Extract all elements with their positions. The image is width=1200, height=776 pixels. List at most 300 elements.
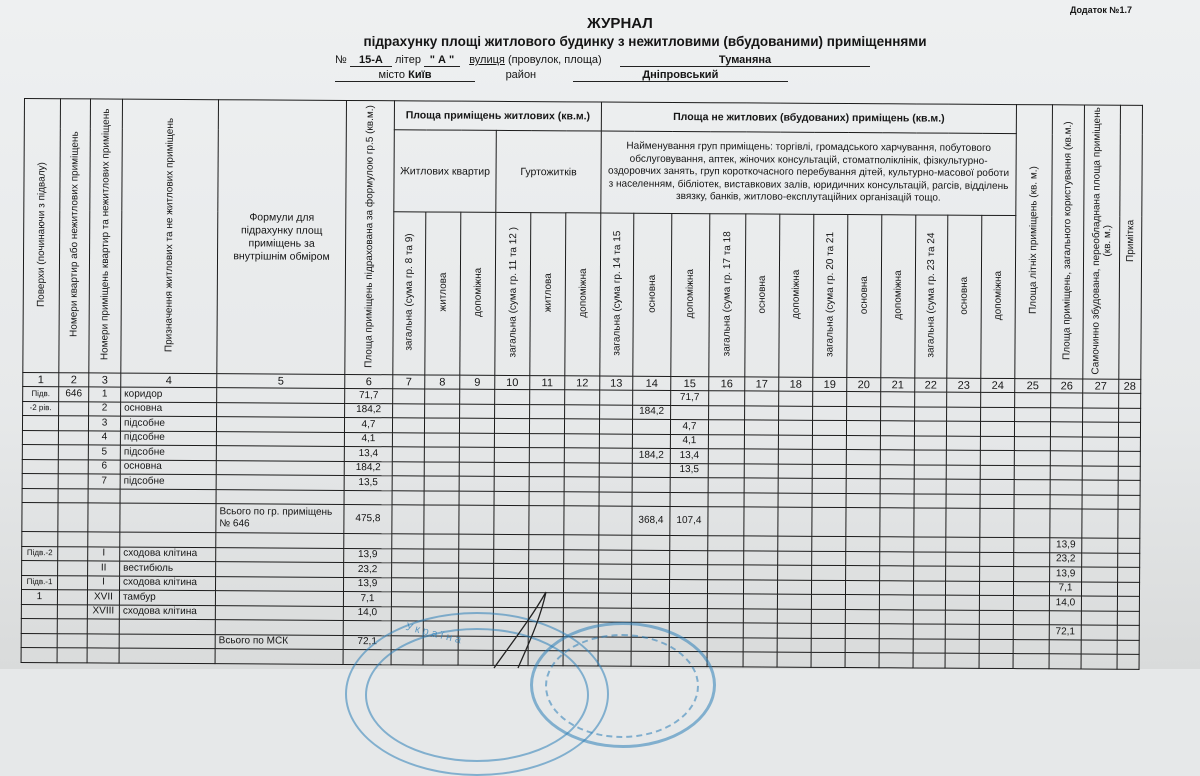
column-number: 20 (847, 378, 881, 392)
cell-col-20 (846, 551, 880, 566)
cell-col-16 (707, 623, 743, 638)
cell-col-19 (811, 594, 845, 609)
cell-col-24 (979, 610, 1013, 625)
cell-col-27 (1082, 538, 1118, 553)
cell-col-11 (529, 433, 564, 448)
cell-col-15: 4,7 (670, 419, 708, 434)
cell-col-14 (632, 492, 670, 507)
cell-col-11 (529, 564, 564, 579)
column-number: 19 (813, 377, 847, 391)
cell-col-18 (779, 406, 813, 421)
cell-col-6: 4,1 (344, 432, 392, 447)
column-number: 8 (425, 375, 460, 389)
cell-col-27 (1082, 480, 1118, 495)
cell-col-4: вестибюль (120, 561, 216, 576)
col-header-7: загальна (сума гр. 8 та 9) (393, 212, 426, 375)
cell-col-24 (979, 653, 1013, 668)
city-field (335, 69, 475, 82)
cell-col-20 (845, 609, 879, 624)
cell-col-2 (58, 488, 88, 503)
cell-col-18 (777, 594, 811, 609)
document-title: ЖУРНАЛ (587, 15, 653, 32)
cell-col-3 (88, 532, 120, 547)
cell-col-8 (424, 447, 459, 462)
cell-col-14 (631, 579, 669, 594)
appendix-label: Додаток №1.7 (1070, 5, 1132, 15)
cell-col-22 (913, 624, 945, 639)
cell-col-7 (392, 534, 424, 549)
cell-col-4: коридор (121, 387, 217, 402)
cell-col-23 (946, 421, 980, 436)
cell-col-19 (811, 638, 845, 653)
col-header-floors: Поверхи (починаючи з підвалу) (23, 99, 61, 373)
cell-col-1: Підв.-1 (21, 575, 57, 590)
cell-col-11 (529, 535, 564, 550)
cell-col-4: підсобне (120, 445, 216, 460)
cell-col-21 (879, 580, 913, 595)
cell-col-10 (494, 476, 529, 491)
cell-col-25 (1013, 610, 1049, 625)
cell-col-14 (631, 608, 669, 623)
cell-col-15 (670, 535, 708, 550)
cell-col-28 (1118, 480, 1140, 495)
cell-col-20 (847, 406, 881, 421)
cell-col-21 (880, 508, 914, 537)
cell-col-8 (424, 432, 459, 447)
cell-col-2 (58, 430, 88, 445)
cell-col-1 (22, 560, 58, 575)
cell-col-1 (22, 444, 58, 459)
column-number: 2 (59, 373, 89, 387)
cell-col-27 (1081, 581, 1117, 596)
cell-col-13 (600, 405, 633, 420)
cell-col-14 (632, 463, 670, 478)
cell-col-26 (1050, 451, 1082, 466)
col-header-8: житлова (425, 212, 461, 375)
column-number: 15 (671, 376, 709, 390)
district-value: Дніпровський (573, 69, 788, 82)
cell-col-7 (393, 389, 425, 404)
cell-col-23 (946, 537, 980, 552)
cell-col-28 (1119, 408, 1141, 423)
cell-col-18 (777, 638, 811, 653)
cell-col-28 (1118, 495, 1140, 510)
cell-col-15 (669, 637, 707, 652)
cell-col-6: 184,2 (344, 461, 392, 476)
column-number: 5 (217, 374, 345, 389)
cell-col-1 (21, 647, 57, 662)
cell-col-11 (529, 419, 564, 434)
cell-col-24 (980, 552, 1014, 567)
column-number: 22 (915, 378, 947, 392)
cell-col-10 (494, 549, 529, 564)
cell-col-27 (1082, 567, 1118, 582)
cell-col-5 (216, 533, 344, 548)
cell-col-17 (745, 391, 779, 406)
cell-col-12 (564, 477, 599, 492)
cell-col-8 (424, 563, 459, 578)
cell-col-5: Всього по МСК (215, 634, 343, 649)
cell-col-24 (980, 436, 1014, 451)
cell-col-27 (1082, 436, 1118, 451)
column-number: 26 (1051, 379, 1083, 393)
cell-col-5 (216, 431, 344, 446)
cell-col-9 (459, 476, 494, 491)
subgroup-dormitories: Гуртожитків (496, 131, 601, 214)
cell-col-16 (708, 536, 744, 551)
cell-col-10 (494, 505, 529, 534)
cell-col-11 (529, 491, 564, 506)
cell-col-20 (846, 493, 880, 508)
cell-col-27 (1081, 596, 1117, 611)
cell-col-13 (599, 564, 632, 579)
column-number: 9 (460, 375, 495, 389)
cell-col-22 (914, 464, 946, 479)
cell-col-3: 5 (88, 445, 120, 460)
cell-col-18 (778, 536, 812, 551)
cell-col-12 (564, 448, 599, 463)
cell-col-7 (391, 577, 423, 592)
cell-col-27 (1083, 407, 1119, 422)
cell-col-7 (392, 490, 424, 505)
cell-col-8 (423, 592, 458, 607)
col-header-room-numbers: Номери приміщень квартир та нежитлових приміщень (89, 99, 123, 373)
cell-col-16 (708, 478, 744, 493)
cell-col-4: сходова клітина (119, 576, 215, 591)
cell-col-24 (979, 581, 1013, 596)
cell-col-25 (1013, 625, 1049, 640)
cell-col-23 (945, 610, 979, 625)
cell-col-12 (565, 404, 600, 419)
city-label: місто (378, 69, 406, 81)
cell-col-4: підсобне (120, 474, 216, 489)
cell-col-25 (1014, 552, 1050, 567)
cell-col-10 (494, 491, 529, 506)
cell-col-10 (494, 534, 529, 549)
cell-col-5 (216, 547, 344, 562)
cell-col-27 (1081, 654, 1117, 669)
cell-col-13 (599, 506, 632, 535)
cell-col-4 (120, 503, 216, 533)
col-header-18: допоміжна (779, 214, 814, 377)
cell-col-3: 3 (88, 416, 120, 431)
cell-col-22 (914, 435, 946, 450)
cell-col-22 (914, 493, 946, 508)
cell-col-1 (22, 488, 58, 503)
cell-col-24 (981, 407, 1015, 422)
cell-col-11 (529, 477, 564, 492)
cell-col-12 (563, 636, 598, 651)
cell-col-16 (707, 594, 743, 609)
cell-col-13 (599, 419, 632, 434)
cell-col-8 (423, 577, 458, 592)
column-number: 13 (600, 376, 633, 390)
cell-col-20 (847, 392, 881, 407)
cell-col-14: 184,2 (633, 405, 671, 420)
cell-col-24 (980, 450, 1014, 465)
cell-col-6: 13,9 (343, 577, 391, 592)
cell-col-6: 13,5 (344, 475, 392, 490)
city-value: Київ (408, 69, 432, 81)
cell-col-2: 646 (59, 387, 89, 402)
cell-col-19 (811, 609, 845, 624)
cell-col-22 (915, 392, 947, 407)
cell-col-1 (22, 531, 58, 546)
cell-col-18 (777, 609, 811, 624)
cell-col-26 (1049, 654, 1081, 669)
group-header-residential: Площа приміщень житлових (кв.м.) (394, 101, 601, 131)
cell-col-21 (880, 435, 914, 450)
cell-col-5 (216, 489, 344, 504)
cell-col-27 (1081, 625, 1117, 640)
cell-col-2 (58, 561, 88, 576)
signature-stroke (490, 590, 550, 669)
cell-col-26: 72,1 (1049, 625, 1081, 640)
stamp-text: Україна (404, 620, 466, 648)
cell-col-4 (120, 532, 216, 547)
cell-col-19 (812, 464, 846, 479)
cell-col-20 (845, 580, 879, 595)
column-number: 25 (1015, 379, 1051, 393)
cell-col-5 (215, 649, 343, 664)
cell-col-3 (87, 633, 119, 648)
cell-col-15 (670, 564, 708, 579)
column-number: 10 (495, 375, 530, 389)
cell-col-12 (563, 651, 598, 666)
cell-col-5 (216, 460, 344, 475)
cell-col-17 (744, 550, 778, 565)
cell-col-15 (670, 492, 708, 507)
cell-col-17 (743, 623, 777, 638)
street-value: Туманяна (620, 54, 870, 67)
col-header-formulas: Формули для підрахунку площ приміщень за внутрішнім обміром (217, 100, 347, 375)
cell-col-14 (632, 550, 670, 565)
cell-col-17 (744, 565, 778, 580)
cell-col-11 (529, 462, 564, 477)
cell-col-22 (913, 580, 945, 595)
cell-col-3: XVII (87, 590, 119, 605)
cell-col-6: 71,7 (345, 388, 393, 403)
cell-col-5 (217, 388, 345, 403)
cell-col-28 (1118, 451, 1140, 466)
cell-col-19 (812, 478, 846, 493)
cell-col-19 (811, 623, 845, 638)
cell-col-4 (120, 489, 216, 504)
cell-col-17 (744, 420, 778, 435)
cell-col-9 (460, 389, 495, 404)
cell-col-28 (1118, 437, 1140, 452)
cell-col-6: 23,2 (344, 562, 392, 577)
cell-col-3: 1 (89, 387, 121, 402)
cell-col-15: 107,4 (670, 506, 708, 535)
cell-col-21 (880, 537, 914, 552)
cell-col-13 (598, 637, 631, 652)
cell-col-28 (1117, 640, 1139, 655)
cell-col-12 (563, 607, 598, 622)
column-number: 12 (565, 376, 600, 390)
cell-col-9 (459, 433, 494, 448)
cell-col-20 (845, 653, 879, 668)
cell-col-3: 7 (88, 474, 120, 489)
cell-col-13 (598, 593, 631, 608)
cell-col-7 (392, 548, 424, 563)
cell-col-20 (846, 464, 880, 479)
cell-col-15 (669, 651, 707, 666)
cell-col-12 (564, 491, 599, 506)
cell-col-25 (1014, 451, 1050, 466)
cell-col-15 (669, 579, 707, 594)
cell-col-13 (598, 651, 631, 666)
cell-col-10 (495, 404, 530, 419)
cell-col-23 (945, 653, 979, 668)
cell-col-6: 7,1 (343, 591, 391, 606)
cell-col-13 (599, 448, 632, 463)
cell-col-28 (1118, 509, 1140, 538)
col-header-21: допоміжна (881, 215, 916, 378)
cell-col-19 (812, 420, 846, 435)
cell-col-23 (946, 436, 980, 451)
cell-col-23 (946, 479, 980, 494)
cell-col-6: 14,0 (343, 606, 391, 621)
group-header-nonresidential: Площа не житлових (вбудованих) приміщень (кв.м.) (601, 102, 1016, 134)
cell-col-22 (914, 537, 946, 552)
column-number: 24 (981, 378, 1015, 392)
col-header-19: загальна (сума гр. 20 та 21 (813, 214, 848, 377)
cell-col-5 (216, 446, 344, 461)
cell-col-3: II (88, 561, 120, 576)
col-header-16: загальна (сума гр. 17 та 18 (709, 214, 746, 377)
cell-col-14 (631, 593, 669, 608)
column-number: 17 (745, 377, 779, 391)
cell-col-1 (21, 633, 57, 648)
cell-col-25 (1015, 407, 1051, 422)
cell-col-9 (458, 650, 493, 665)
cell-col-5 (215, 591, 343, 606)
cell-col-2 (58, 546, 88, 561)
cell-col-13 (599, 535, 632, 550)
cell-col-13 (599, 463, 632, 478)
cell-col-1 (22, 473, 58, 488)
cell-col-4: сходова клітина (119, 605, 215, 620)
cell-col-25 (1013, 581, 1049, 596)
cell-col-5 (215, 620, 343, 635)
cell-col-18 (778, 435, 812, 450)
cell-col-19 (812, 507, 846, 536)
cell-col-26 (1049, 610, 1081, 625)
cell-col-9 (459, 462, 494, 477)
cell-col-18 (779, 391, 813, 406)
cell-col-14 (632, 434, 670, 449)
cell-col-23 (945, 624, 979, 639)
cell-col-27 (1081, 610, 1117, 625)
cell-col-22 (914, 479, 946, 494)
cell-col-15: 71,7 (671, 390, 709, 405)
cell-col-16 (709, 391, 745, 406)
col-header-20: основна (847, 215, 882, 378)
cell-col-25 (1013, 639, 1049, 654)
cell-col-10 (494, 563, 529, 578)
cell-col-18 (778, 493, 812, 508)
cell-col-1 (21, 618, 57, 633)
cell-col-26 (1050, 436, 1082, 451)
document-subtitle: підрахунку площі житлового будинку з нежитловими (вбудованими) приміщеннями (363, 34, 927, 49)
cell-col-9 (458, 607, 493, 622)
cell-col-15 (669, 608, 707, 623)
column-number: 16 (709, 377, 745, 391)
cell-col-18 (778, 507, 812, 536)
cell-col-28 (1117, 582, 1139, 597)
cell-col-24 (980, 421, 1014, 436)
cell-col-4: підсобне (120, 431, 216, 446)
cell-col-17 (744, 434, 778, 449)
cell-col-8 (424, 534, 459, 549)
cell-col-17 (744, 449, 778, 464)
cell-col-13 (599, 434, 632, 449)
cell-col-2 (58, 474, 88, 489)
cell-col-3: XVIII (87, 604, 119, 619)
cell-col-5 (217, 402, 345, 417)
cell-col-16 (707, 637, 743, 652)
col-header-15: допоміжна (671, 214, 710, 377)
cell-col-7 (393, 403, 425, 418)
cell-col-27 (1082, 465, 1118, 480)
cell-col-22 (915, 406, 947, 421)
cell-col-23 (945, 595, 979, 610)
cell-col-1 (22, 415, 58, 430)
building-letter: " А " (424, 54, 460, 67)
cell-col-9 (459, 563, 494, 578)
cell-col-10 (494, 418, 529, 433)
cell-col-4 (119, 648, 215, 663)
cell-col-25 (1013, 596, 1049, 611)
cell-col-8 (425, 389, 460, 404)
cell-col-12 (564, 419, 599, 434)
cell-col-14: 368,4 (632, 506, 670, 535)
cell-col-19 (812, 536, 846, 551)
column-number: 23 (947, 378, 981, 392)
cell-col-16 (707, 608, 743, 623)
cell-col-26 (1049, 639, 1081, 654)
column-number: 14 (633, 376, 671, 390)
cell-col-1: Підв. (23, 386, 59, 401)
cell-col-21 (880, 551, 914, 566)
cell-col-19 (812, 435, 846, 450)
cell-col-14 (631, 651, 669, 666)
street-label: вулиця (469, 54, 505, 66)
cell-col-8 (424, 461, 459, 476)
cell-col-27 (1083, 393, 1119, 408)
cell-col-14 (633, 390, 671, 405)
cell-col-9 (459, 505, 494, 534)
cell-col-17 (743, 637, 777, 652)
cell-col-19 (812, 493, 846, 508)
cell-col-20 (846, 450, 880, 465)
cell-col-7 (391, 592, 423, 607)
column-number: 28 (1119, 379, 1141, 393)
cell-col-6 (344, 490, 392, 505)
cell-col-22 (914, 450, 946, 465)
cell-col-26: 14,0 (1049, 596, 1081, 611)
cell-col-5 (215, 605, 343, 620)
cell-col-11 (529, 549, 564, 564)
cell-col-15: 4,1 (670, 434, 708, 449)
cell-col-9 (459, 534, 494, 549)
cell-col-25 (1013, 654, 1049, 669)
address-line-1 (335, 54, 870, 67)
cell-col-21 (880, 421, 914, 436)
cell-col-12 (564, 506, 599, 535)
cell-col-27 (1082, 552, 1118, 567)
